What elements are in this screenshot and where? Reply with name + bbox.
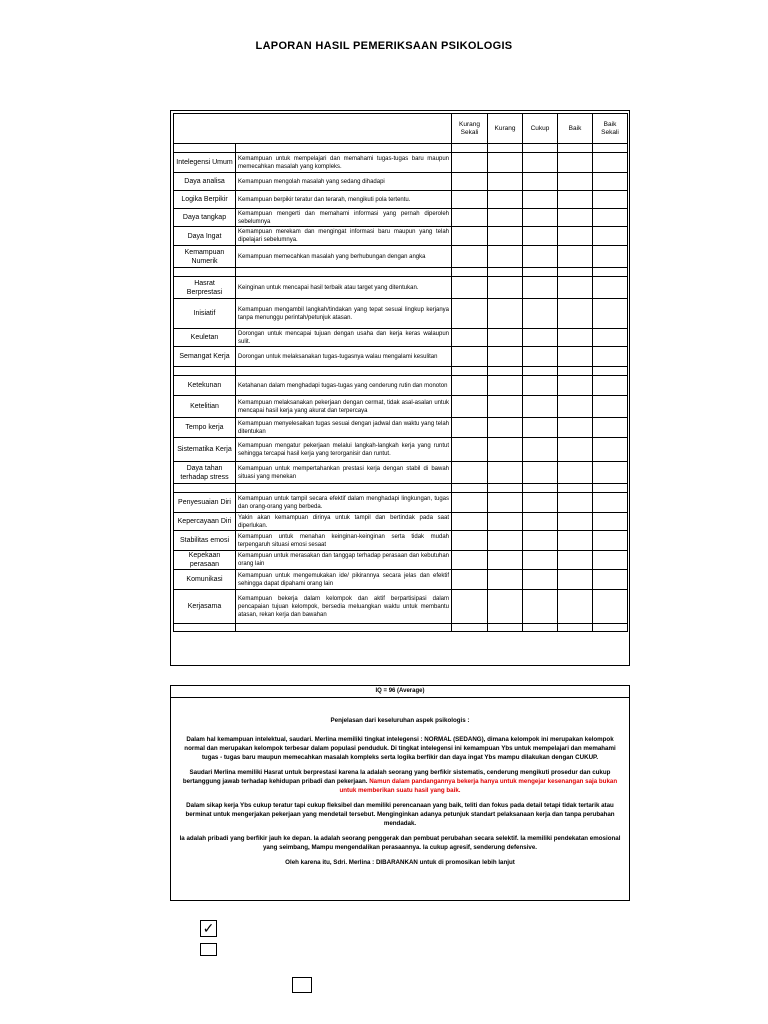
rating-cell[interactable] — [593, 329, 628, 347]
rating-cell[interactable] — [488, 153, 523, 173]
rating-cell[interactable] — [523, 173, 558, 191]
aspect-label: Tempo kerja — [174, 418, 236, 438]
rating-cell[interactable] — [523, 227, 558, 246]
rating-cell[interactable] — [523, 246, 558, 268]
rating-cell[interactable] — [558, 209, 593, 227]
rating-cell[interactable] — [523, 438, 558, 462]
rating-cell[interactable] — [523, 153, 558, 173]
rating-cell[interactable] — [488, 191, 523, 209]
rating-cell[interactable] — [593, 277, 628, 299]
table-row — [174, 513, 628, 531]
rating-cell[interactable] — [488, 462, 523, 484]
rating-cell[interactable] — [452, 493, 488, 513]
aspect-description: Kemampuan mengolah masalah yang sedang dihadapi — [236, 173, 452, 191]
aspect-description: Kemampuan mengerti dan memahami informasi yang pernah diperoleh sebelumnya — [236, 209, 452, 227]
aspect-label: Logika Berpikir — [174, 191, 236, 209]
rating-cell[interactable] — [452, 531, 488, 551]
table-row — [174, 209, 628, 227]
rating-cell[interactable] — [593, 191, 628, 209]
rating-cell[interactable] — [593, 153, 628, 173]
rating-cell[interactable] — [593, 590, 628, 624]
assessment-table-frame — [170, 110, 630, 666]
aspect-label: Inisiatif — [174, 299, 236, 329]
table-row — [174, 191, 628, 209]
rating-cell[interactable] — [488, 590, 523, 624]
rating-cell[interactable] — [452, 246, 488, 268]
highlight-text: Namun dalam pandangannya bekerja hanya untuk mengejar kesenangan saja bukan untuk memberikan suatu hasil yang baik. — [339, 778, 618, 794]
rating-cell[interactable] — [558, 493, 593, 513]
rating-cell[interactable] — [558, 329, 593, 347]
rating-cell[interactable] — [452, 329, 488, 347]
separator-row — [174, 144, 628, 153]
table-row — [174, 347, 628, 367]
rating-cell[interactable] — [593, 418, 628, 438]
rating-cell[interactable] — [488, 551, 523, 570]
explanation-title: Penjelasan dari keseluruhan aspek psikologis : — [330, 717, 470, 724]
aspect-description: Kemampuan bekerja dalam kelompok dan aktif berpartisipasi dalam pencapaian tujuan kelompok, bersedia meluangkan waktu untuk membantu atasan, rekan kerja dan bawahan — [236, 590, 452, 624]
aspect-description: Kemampuan mengatur pekerjaan melalui langkah-langkah kerja yang runtut sehingga tercapai hasil kerja yang terorganisir dan runtut. — [236, 438, 452, 462]
rating-header: Cukup — [523, 114, 558, 144]
rating-cell[interactable] — [558, 153, 593, 173]
rating-cell[interactable] — [558, 376, 593, 396]
rating-cell[interactable] — [593, 173, 628, 191]
rating-cell[interactable] — [523, 191, 558, 209]
table-row — [174, 418, 628, 438]
table-row — [174, 570, 628, 590]
aspect-description: Kemampuan menyelesaikan tugas sesuai dengan jadwal dan waktu yang telah ditentukan — [236, 418, 452, 438]
rating-cell[interactable] — [488, 329, 523, 347]
separator-row — [174, 367, 628, 376]
rating-cell[interactable] — [452, 153, 488, 173]
rating-cell[interactable] — [452, 513, 488, 531]
rating-cell[interactable] — [593, 513, 628, 531]
table-row — [174, 299, 628, 329]
aspect-label: Sistematika Kerja — [174, 438, 236, 462]
aspect-label: Kepekaan perasaan — [174, 551, 236, 570]
aspect-label: Stabilitas emosi — [174, 531, 236, 551]
rating-cell[interactable] — [593, 299, 628, 329]
rating-cell[interactable] — [558, 462, 593, 484]
table-row — [174, 590, 628, 624]
aspect-description: Kemampuan merekam dan mengingat informasi baru maupun yang telah dipelajari sebelumnya. — [236, 227, 452, 246]
aspect-description: Keinginan untuk mencapai hasil terbaik atau target yang ditentukan. — [236, 277, 452, 299]
aspect-description: Kemampuan untuk menahan keinginan-keinginan serta tidak mudah terpengaruh situasi emosi sesaat — [236, 531, 452, 551]
table-row — [174, 396, 628, 418]
aspect-description: Kemampuan untuk tampil secara efektif dalam menghadapi lingkungan, tugas dan orang-orang yang berbeda. — [236, 493, 452, 513]
rating-header: Baik — [558, 114, 593, 144]
iq-heading: IQ = 96 (Average) — [171, 686, 629, 698]
rating-cell[interactable] — [452, 570, 488, 590]
checkbox-unchecked[interactable] — [200, 943, 217, 956]
aspect-label: Penyesuaian Diri — [174, 493, 236, 513]
rating-cell[interactable] — [593, 551, 628, 570]
separator-row — [174, 624, 628, 632]
rating-cell[interactable] — [452, 462, 488, 484]
table-header-row — [174, 114, 628, 144]
rating-cell[interactable] — [488, 246, 523, 268]
aspect-description: Kemampuan berpikir teratur dan terarah, mengikuti pola tertentu. — [236, 191, 452, 209]
rating-cell[interactable] — [452, 418, 488, 438]
aspect-description: Kemampuan mengambil langkah/tindakan yang tepat sesuai lingkup kerjanya tanpa menunggu perintah/petunjuk atasan. — [236, 299, 452, 329]
rating-cell[interactable] — [523, 299, 558, 329]
rating-cell[interactable] — [452, 209, 488, 227]
rating-header: Baik Sekali — [593, 114, 628, 144]
aspect-description: Ketahanan dalam menghadapi tugas-tugas yang cenderung rutin dan monoton — [236, 376, 452, 396]
rating-cell[interactable] — [488, 277, 523, 299]
rating-cell[interactable] — [452, 551, 488, 570]
rating-cell[interactable] — [452, 590, 488, 624]
rating-cell[interactable] — [488, 173, 523, 191]
rating-cell[interactable] — [488, 570, 523, 590]
rating-cell[interactable] — [593, 347, 628, 367]
aspect-description: Kemampuan untuk mempelajari dan memahami tugas-tugas baru maupun memecahkan masalah yang kompleks. — [236, 153, 452, 173]
aspect-description: Kemampuan melaksanakan pekerjaan dengan cermat, tidak asal-asalan untuk mencapai hasil kerja yang akurat dan terpercaya — [236, 396, 452, 418]
separator-row — [174, 268, 628, 277]
rating-cell[interactable] — [488, 396, 523, 418]
table-row — [174, 153, 628, 173]
check-icon: ✓ — [202, 920, 215, 936]
rating-cell[interactable] — [523, 347, 558, 367]
rating-cell[interactable] — [558, 173, 593, 191]
aspect-label: Komunikasi — [174, 570, 236, 590]
rating-cell[interactable] — [488, 438, 523, 462]
rating-cell[interactable] — [558, 347, 593, 367]
aspect-label: Intelegensi Umum — [174, 153, 236, 173]
aspect-description: Yakin akan kemampuan dirinya untuk tampil dan bertindak pada saat diperlukan. — [236, 513, 452, 531]
aspect-description: Kemampuan untuk mengemukakan ide/ pikirannya secara jelas dan efektif sehingga dapat dipahami orang lain — [236, 570, 452, 590]
rating-cell[interactable] — [452, 191, 488, 209]
rating-cell[interactable] — [523, 418, 558, 438]
rating-cell[interactable] — [488, 513, 523, 531]
paragraph-personality: Ia adalah pribadi yang berfikir jauh ke depan. Ia adalah seorang penggerak dan pembuat perubahan secara selektif. Ia memiliki pendekatan emosional yang seimbang, Mampu mengendalikan perasaannya. Ia cukup agresif, senderung defensive. — [179, 835, 621, 851]
aspect-label: Ketekunan — [174, 376, 236, 396]
rating-cell[interactable] — [558, 191, 593, 209]
aspect-label: Ketelitian — [174, 396, 236, 418]
rating-cell[interactable] — [558, 438, 593, 462]
rating-cell[interactable] — [593, 438, 628, 462]
rating-cell[interactable] — [523, 396, 558, 418]
paragraph-recommendation: Oleh karena itu, Sdri. Merlina : DIBARANKAN untuk di promosikan lebih lanjut — [285, 859, 515, 866]
table-row — [174, 438, 628, 462]
table-row — [174, 246, 628, 268]
rating-cell[interactable] — [488, 209, 523, 227]
table-row — [174, 462, 628, 484]
rating-cell[interactable] — [523, 277, 558, 299]
table-row — [174, 376, 628, 396]
aspect-label: Hasrat Berprestasi — [174, 277, 236, 299]
rating-cell[interactable] — [488, 418, 523, 438]
aspect-description: Kemampuan untuk mempertahankan prestasi kerja dengan stabil di bawah situasi yang menekan — [236, 462, 452, 484]
rating-cell[interactable] — [488, 227, 523, 246]
rating-cell[interactable] — [523, 462, 558, 484]
rating-cell[interactable] — [523, 531, 558, 551]
table-row — [174, 277, 628, 299]
checkbox-empty-box[interactable] — [292, 977, 312, 993]
explanation-body — [171, 698, 629, 867]
table-row — [174, 227, 628, 246]
rating-cell[interactable] — [558, 277, 593, 299]
paragraph-work-attitude: Dalam sikap kerja Ybs cukup teratur tapi cukup fleksibel dan memiliki perencanaan yang baik, teliti dan fokus pada detail tetapi tidak tertarik atau berminat untuk mengerjakan pekerjaan yang mendetail tersebut. Menginginkan adanya petunjuk standart pelaksanaan kerja dan tanpa perubahan mendadak. — [185, 802, 615, 827]
rating-cell[interactable] — [523, 513, 558, 531]
table-row — [174, 551, 628, 570]
aspect-label: Kepercayaan Diri — [174, 513, 236, 531]
rating-cell[interactable] — [523, 209, 558, 227]
rating-header: Kurang Sekali — [452, 114, 488, 144]
rating-cell[interactable] — [452, 396, 488, 418]
paragraph-achievement: Saudari Merlina memiliki Hasrat untuk berprestasi karena Ia adalah seorang yang berfikir sistematis, cenderung mengikuti prosedur dan cukup bertanggung jawab terhadap kehidupan pribadi dan pekerjaan. Namun dalam pandangannya bekerja hanya untuk mengejar kesenangan saja bukan untuk memberikan suatu hasil yang baik. — [182, 769, 618, 794]
rating-cell[interactable] — [523, 376, 558, 396]
rating-cell[interactable] — [593, 493, 628, 513]
rating-cell[interactable] — [558, 531, 593, 551]
rating-cell[interactable] — [452, 299, 488, 329]
rating-cell[interactable] — [558, 227, 593, 246]
aspect-label: Semangat Kerja — [174, 347, 236, 367]
rating-cell[interactable] — [488, 299, 523, 329]
rating-cell[interactable] — [523, 551, 558, 570]
aspect-label: Daya tahan terhadap stress — [174, 462, 236, 484]
rating-cell[interactable] — [523, 590, 558, 624]
rating-cell[interactable] — [452, 438, 488, 462]
rating-cell[interactable] — [558, 396, 593, 418]
rating-header: Kurang — [488, 114, 523, 144]
rating-cell[interactable] — [593, 462, 628, 484]
rating-cell[interactable] — [593, 209, 628, 227]
rating-cell[interactable] — [523, 570, 558, 590]
assessment-table — [173, 113, 628, 632]
rating-cell[interactable] — [593, 246, 628, 268]
rating-cell[interactable] — [452, 277, 488, 299]
aspect-label: Kemampuan Numerik — [174, 246, 236, 268]
rating-cell[interactable] — [488, 493, 523, 513]
rating-cell[interactable] — [558, 299, 593, 329]
header-blank — [174, 114, 452, 144]
aspect-label: Keuletan — [174, 329, 236, 347]
aspect-label: Daya tangkap — [174, 209, 236, 227]
rating-cell[interactable] — [452, 173, 488, 191]
table-row — [174, 329, 628, 347]
page-title: LAPORAN HASIL PEMERIKSAAN PSIKOLOGIS — [255, 40, 513, 52]
aspect-description: Dorongan untuk mencapai tujuan dengan usaha dan kerja keras walaupun sulit. — [236, 329, 452, 347]
rating-cell[interactable] — [523, 329, 558, 347]
rating-cell[interactable] — [558, 513, 593, 531]
rating-cell[interactable] — [488, 347, 523, 367]
aspect-description: Kemampuan memecahkan masalah yang berhubungan dengan angka — [236, 246, 452, 268]
paragraph-intellect: Dalam hal kemampuan intelektual, saudari. Merlina memiliki tingkat intelegensi : NORMAL (SEDANG), dimana kelompok ini merupakan kelompok normal dan merupakan kelompok terbesar dalam populasi penduduk. Di tingkat intelegensi ini kemampuan Ybs untuk mempelajari dan memahami tugas - tugas baru maupun memecahkan masalah kompleks serta logika berfikir dan daya ingat Ybs mampu dilakukan dengan CUKUP. — [184, 736, 616, 761]
aspect-label: Daya analisa — [174, 173, 236, 191]
rating-cell[interactable] — [558, 551, 593, 570]
rating-cell[interactable] — [593, 570, 628, 590]
rating-cell[interactable] — [523, 493, 558, 513]
separator-row — [174, 484, 628, 493]
rating-cell[interactable] — [593, 227, 628, 246]
rating-cell[interactable] — [488, 531, 523, 551]
aspect-label: Kerjasama — [174, 590, 236, 624]
aspect-description: Dorongan untuk melaksanakan tugas-tugasnya walau mengalami kesulitan — [236, 347, 452, 367]
rating-cell[interactable] — [488, 376, 523, 396]
rating-cell[interactable] — [558, 246, 593, 268]
rating-cell[interactable] — [452, 376, 488, 396]
aspect-label: Daya Ingat — [174, 227, 236, 246]
rating-cell[interactable] — [558, 570, 593, 590]
table-row — [174, 531, 628, 551]
table-row — [174, 493, 628, 513]
table-row — [174, 173, 628, 191]
rating-cell[interactable] — [452, 227, 488, 246]
rating-cell[interactable] — [558, 590, 593, 624]
aspect-description: Kemampuan untuk merasakan dan tanggap terhadap perasaan dan kebutuhan orang lain — [236, 551, 452, 570]
checkbox-checked[interactable] — [200, 920, 217, 937]
rating-cell[interactable] — [558, 418, 593, 438]
iq-summary-box — [170, 685, 630, 901]
rating-cell[interactable] — [593, 396, 628, 418]
rating-cell[interactable] — [593, 376, 628, 396]
rating-cell[interactable] — [452, 347, 488, 367]
rating-cell[interactable] — [593, 531, 628, 551]
